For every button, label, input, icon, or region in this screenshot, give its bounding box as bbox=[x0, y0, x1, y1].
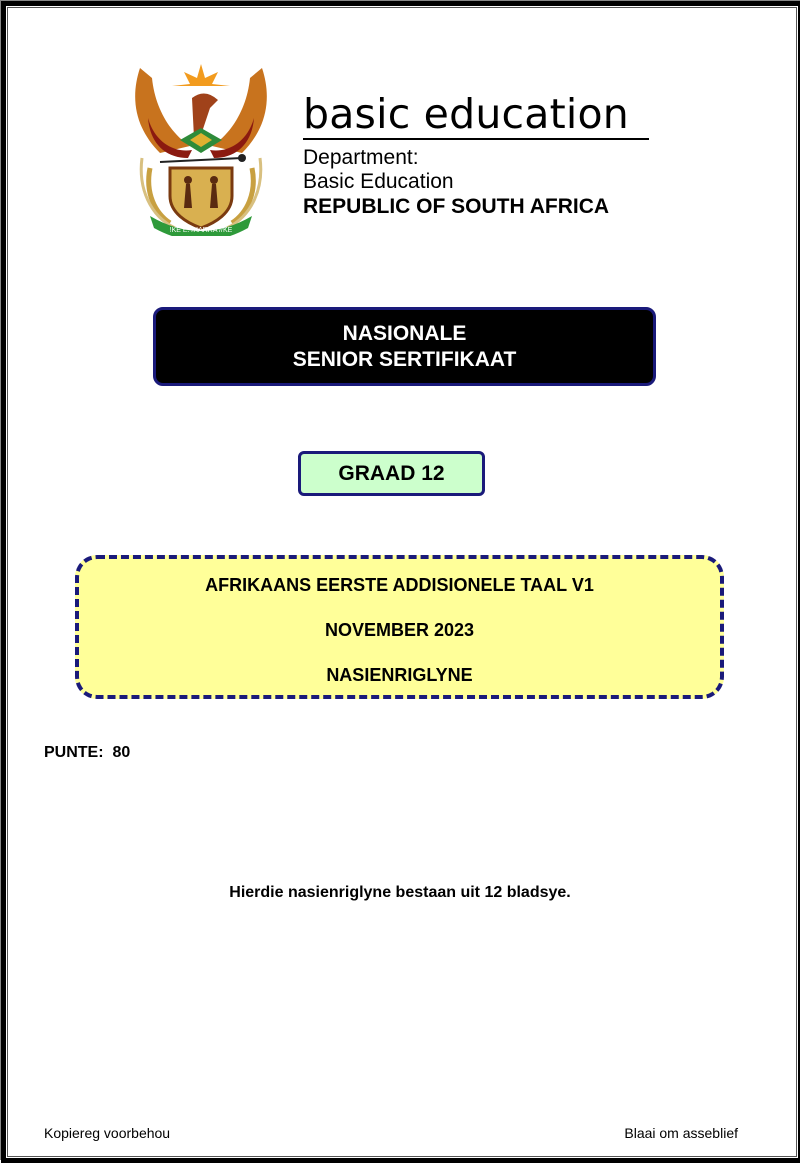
department-label: Department: bbox=[303, 146, 419, 169]
grade-badge: GRAAD 12 bbox=[298, 451, 485, 496]
footer-copyright: Kopiereg voorbehou bbox=[44, 1125, 171, 1141]
department-name: Basic Education bbox=[303, 170, 454, 193]
exam-date: NOVEMBER 2023 bbox=[324, 620, 475, 640]
department-branding bbox=[303, 92, 649, 219]
page-count-note: Hierdie nasienriglyne bestaan uit 12 bladsye. bbox=[229, 884, 571, 901]
country-name: REPUBLIC OF SOUTH AFRICA bbox=[303, 195, 610, 218]
marks-value: 80 bbox=[112, 744, 131, 761]
motto-text: !KE E: /XARRA //KE bbox=[169, 227, 233, 234]
certificate-banner bbox=[153, 307, 656, 386]
footer-turn-page: Blaai om asseblief bbox=[624, 1125, 738, 1141]
brand-wordmark: basic education bbox=[303, 90, 629, 138]
coat-of-arms-icon bbox=[130, 58, 272, 236]
subject-title: AFRIKAANS EERSTE ADDISIONELE TAAL V1 bbox=[205, 575, 594, 595]
subject-box bbox=[75, 555, 724, 699]
certificate-line-1: NASIONALE bbox=[342, 321, 467, 345]
certificate-line-2: SENIOR SERTIFIKAAT bbox=[292, 347, 517, 371]
marks-total bbox=[44, 744, 130, 762]
document-type: NASIENRIGLYNE bbox=[326, 665, 473, 685]
marks-label: PUNTE: bbox=[44, 744, 104, 761]
brand-divider bbox=[303, 138, 649, 140]
